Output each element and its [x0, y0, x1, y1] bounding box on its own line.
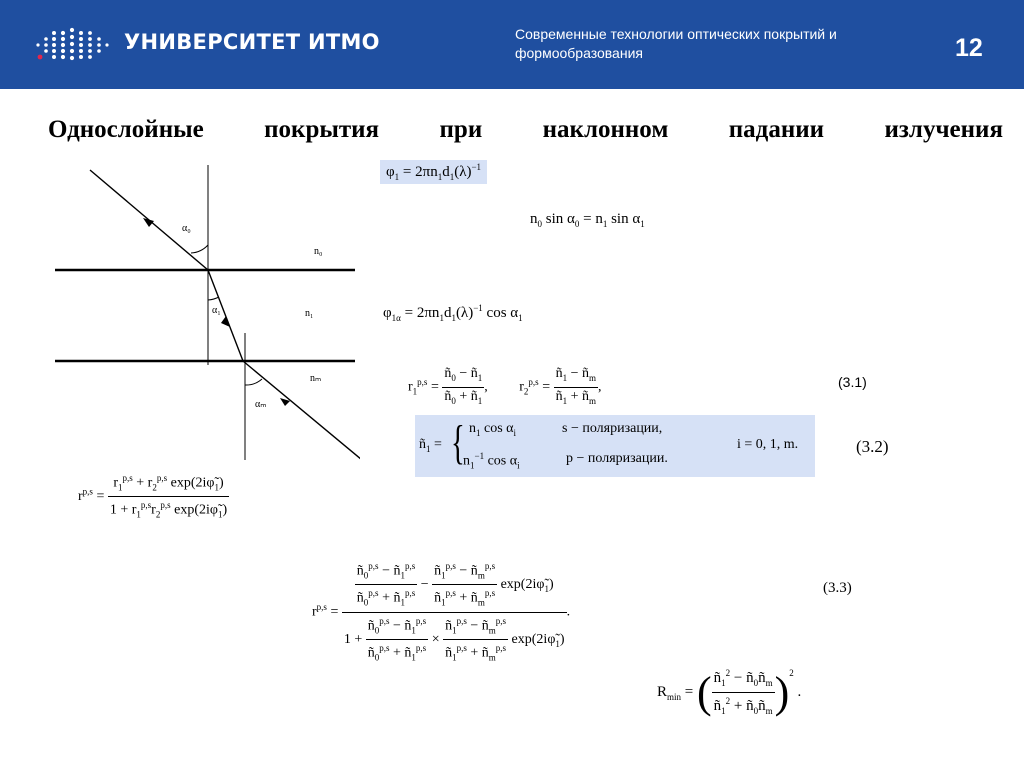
equation-number-3-3: (3.3) — [823, 580, 852, 596]
title-word: излучения — [884, 116, 1003, 143]
formula-phase-oblique: $\varphi_{1\alpha} = 2\pi n_1d_1(\lambda)^{-1}$ $\cos \alpha_1$ — [383, 303, 523, 323]
page-number: 12 — [955, 34, 983, 62]
formula-effective-index: $ñ_1$ = { $n_1$ $\cos \alpha_i$ $n_1^{-1}$ $\cos \alpha_i$ s − поляризации, p − поляризации. i = 0, 1, m. — [415, 415, 815, 477]
label-n1: n₁ — [305, 308, 314, 319]
equation-number-3-2: (3.2) — [856, 437, 889, 456]
transmitted-ray — [243, 361, 360, 465]
header-bar — [0, 0, 1024, 89]
arrow-refracted — [221, 316, 230, 327]
index-range-text: i = 0, 1, m. — [737, 437, 799, 452]
label-alpha0: α₀ — [182, 223, 191, 234]
label-alpha1: α₁ — [212, 305, 221, 316]
formula-reflection-expanded: $r^{p,s}$ = $\frac{ñ_0^{p,s} - ñ_1^{p,s}}{ñ_0^{p,s} + ñ_1^{p,s}}$ − $\frac{ñ_1^{p,s} - ñ_m^{p,s}}{ñ_1^{p,s} + ñ_m^{p,s}}$ $\exp(2i\varphĩ_1)$ 1 + $\frac{ñ_0^{p,s} - ñ_1^{p,s}}{ñ_0^{p,s} + ñ_1^{p,s}}$ × $\frac{ñ_1^{p,s} - ñ_m^{p,s}}{ñ_1^{p,s} + ñ_m^{p,s}}$ $\exp(2i\varphĩ_1)$ . — [312, 558, 570, 667]
equation-number-3-1: (3.1) — [838, 374, 867, 390]
angle-arc-alpham — [245, 379, 262, 385]
formula-r-min: $R_{min}$ = ( $\frac{ñ_1^2 - ñ_0ñ_m}{ñ_1^2 + ñ_0ñ_m}$ )$^2$ . — [657, 665, 801, 720]
itmo-logo-icon — [34, 27, 112, 63]
label-nm: nₘ — [310, 373, 322, 384]
angle-arc-alpha0 — [191, 245, 208, 253]
formula-total-reflection: $r^{p,s}$ = $\frac{r_1^{p,s} + r_2^{p,s} \exp(2i\varphĩ_1)}{1 + r_1^{p,s}r_2^{p,s} \exp(2i\varphĩ_1)}$ — [78, 470, 229, 524]
title-word: падании — [728, 116, 825, 143]
formula-fresnel-coefficients: $r_1^{p,s}$ = $\frac{ñ_0 - ñ_1}{ñ_0 + ñ_1}$ , $r_2^{p,s}$ = $\frac{ñ_1 - ñ_m}{ñ_1 + ñ_m}$ , — [408, 366, 602, 406]
title-word: наклонном — [542, 116, 669, 143]
course-title: Современные технологии оптических покрытий и формообразования — [515, 26, 837, 61]
p-polarization-text: p − поляризации. — [566, 451, 668, 466]
s-polarization-text: s − поляризации, — [562, 421, 663, 436]
title-word: при — [439, 116, 483, 143]
formula-phase: $\varphi_1 = 2\pi n_1d_1(\lambda)^{-1}$ — [380, 160, 487, 184]
university-name: УНИВЕРСИТЕТ ИТМО — [124, 30, 380, 54]
formula-snell: $n_0$ $\sin \alpha_0 = n_1$ $\sin \alpha_1$ — [530, 211, 645, 229]
label-alpham: αₘ — [255, 399, 267, 410]
title-word: Однослойные — [48, 116, 204, 143]
label-n0: n₀ — [314, 246, 323, 257]
angle-arc-alpha1 — [208, 297, 219, 300]
refraction-diagram — [50, 165, 360, 465]
title-word: покрытия — [264, 116, 380, 143]
slide-title — [48, 116, 1003, 144]
